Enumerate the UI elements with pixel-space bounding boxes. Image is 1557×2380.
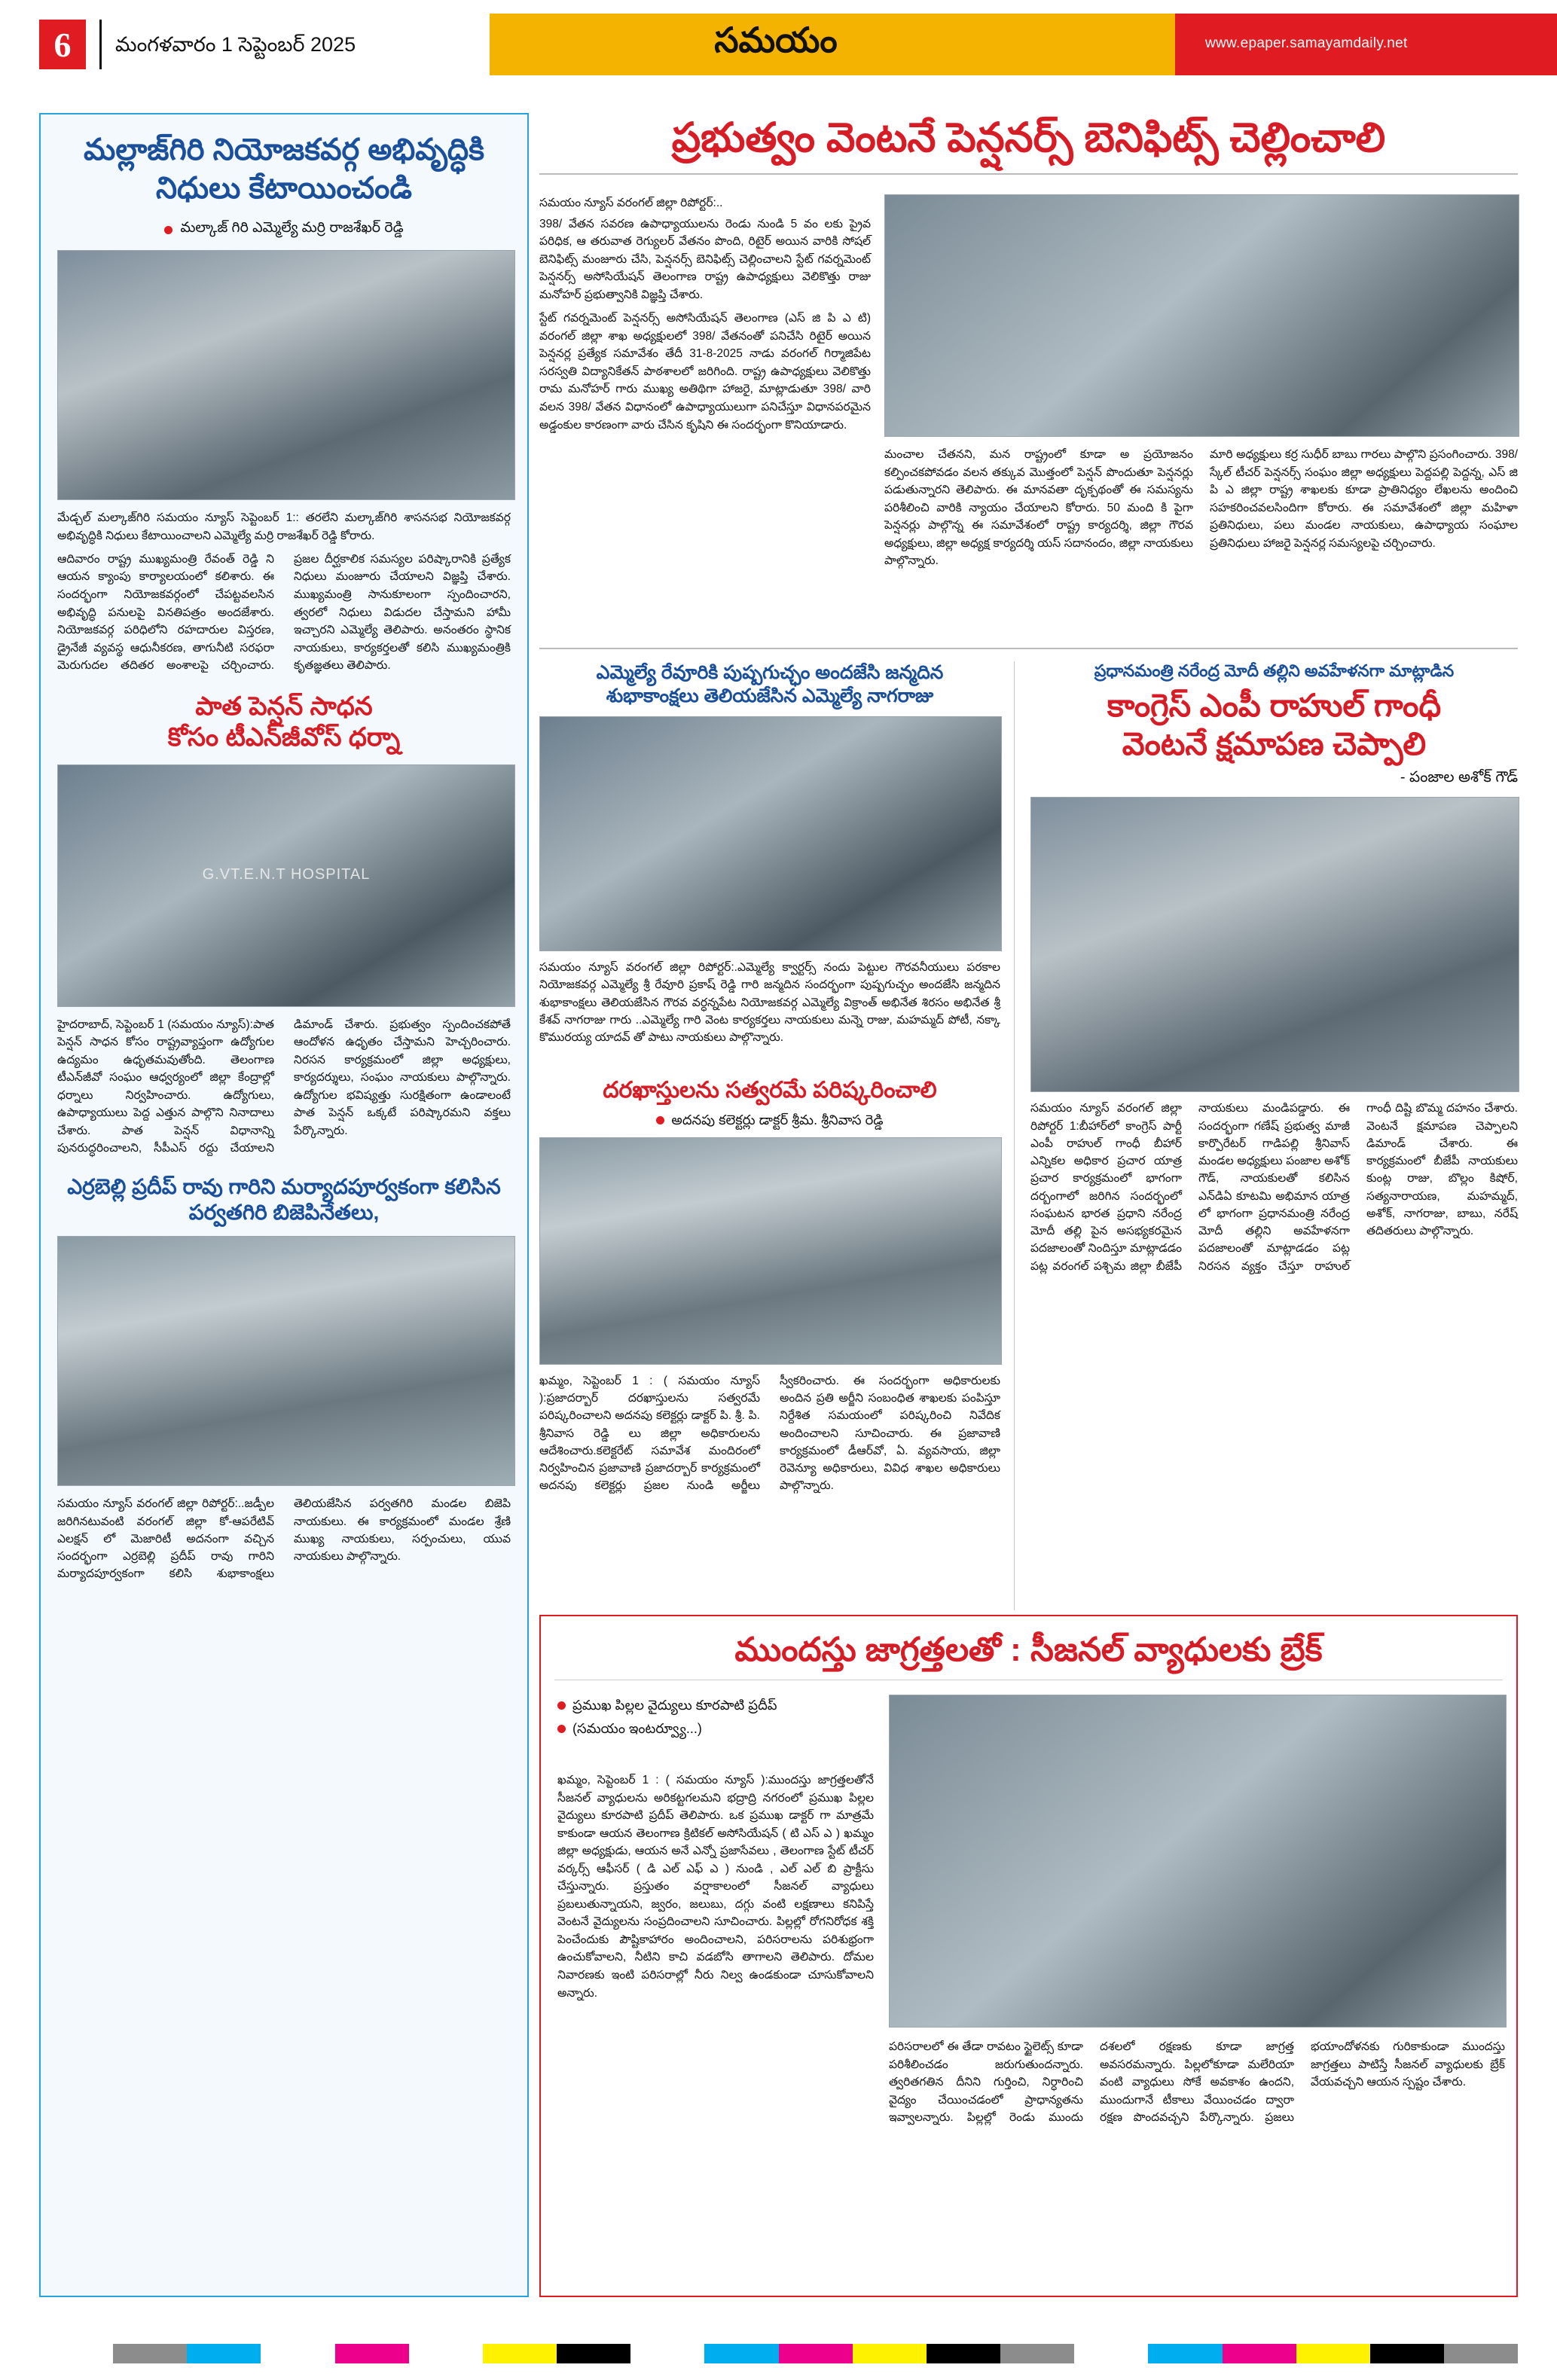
left-story1-photo: [57, 250, 515, 500]
page-number: 6: [39, 20, 86, 69]
rahul-photo: [1030, 797, 1519, 1092]
issue-date: మంగళవారం 1 సెప్టెంబర్ 2025: [99, 20, 356, 69]
story-rahul: [1030, 661, 1518, 1275]
left-story2-headline-line2: కోసం టీఎన్‌జీవోస్ ధర్నా: [167, 723, 401, 752]
masthead: [0, 0, 1557, 89]
red-bullet-icon: [164, 226, 172, 234]
health-bullet-1-text: ప్రముఖ పిల్లల వైద్యులు కూరపాటి ప్రదీప్: [572, 1698, 777, 1713]
lead-body-col1: 398/ వేతన సవరణ ఉపాధ్యాయులను రెండు నుండి 5 వం లకు ప్రైవ పరిధిక, ఆ తరువాత రెగ్యులర్ వేతనం పొంది, రిటైర్ అయిన వారికి సోషల్ బెనిఫిట్స్ మంజూరు చేసి, పెన్షనర్స్ బెనిఫిట్స్ చెల్లించాలని స్టేట్ గవర్నమెంట్ పెన్షనర్స్ అసోసియేషన్ తెలంగాణ రాష్ట్ర ఉపాధ్యక్షులు వెలికొత్తు రాజు మనోహర్ ప్రభుత్వానికి విజ్ఞప్తి చేశారు.: [539, 217, 871, 301]
red-bullet-icon: [557, 1701, 566, 1710]
print-color-bar: [39, 2344, 1518, 2363]
divider: [539, 648, 1518, 649]
paper-title: సమయం: [714, 20, 838, 60]
story-health: [554, 1630, 1503, 1680]
red-bullet-icon: [656, 1116, 664, 1124]
health-photo: [889, 1695, 1507, 2028]
lead-story-headline: ప్రభుత్వం వెంటనే పెన్షనర్స్ బెనిఫిట్స్ చెల్లించాలి: [671, 115, 1386, 160]
epaper-url[interactable]: www.epaper.samayamdaily.net: [1205, 35, 1408, 51]
rahul-byline: - పంజాల అశోక్ గౌడ్: [1400, 769, 1518, 786]
emmelye-caption: సమయం న్యూస్ వరంగల్ జిల్లా రిపోర్టర్:.ఎమ్మెల్యే క్వార్టర్స్ నందు పెట్టుల గౌరవనీయులు పరకాల నియోజకవర్గ ఎమ్మెల్యే శ్రీ రేవూరి ప్రకాష్ రెడ్డి గారి జన్మదిన సందర్భంగా పుష్పగుచ్ఛం అందజేసి జన్మదిన శుభాకాంక్షలు తెలియజేసిన గౌరవ వర్ధన్నపేట నియోజకవర్గ ఎమ్మెల్యే విక్రాంత్ అభినేత శిరసం అభినేత శ్రీ కేశవ్ నాగరాజు గారు ..ఎమ్మెల్యే గారి వెంట కార్యకర్తలు నాయకులు మన్నె రాజు, మహమ్మద్ పోటీ, నక్కా కొమురయ్య యాదవ్ తో పాటు నాయకులు పాల్గొన్నారు.: [539, 961, 1000, 1044]
left-story2-photo: [57, 764, 515, 1007]
left-story3-photo: [57, 1236, 515, 1486]
column-divider: [1014, 661, 1015, 1610]
emmelye-photo: [539, 716, 1002, 951]
lead-byline: సమయం న్యూస్ వరంగల్ జిల్లా రిపోర్టర్:..: [539, 197, 723, 209]
rahul-headline-1: కాంగ్రెస్ ఎంపీ రాహుల్ గాంధీ: [1107, 687, 1442, 723]
hospital-signboard-text: G.VT.E.N.T HOSPITAL: [202, 866, 371, 883]
lead-story-photo: [884, 194, 1519, 437]
left-story2-headline-line1: పాత పెన్షన్ సాధన: [195, 691, 373, 721]
health-body-bottom: [889, 2038, 1505, 2127]
left-story3-headline: ఎర్రబెల్లి ప్రదీప్ రావు గారిని మర్యాదపూర్వకంగా కలిసిన పర్వతగిరి బిజెపినేతలు,: [67, 1175, 501, 1225]
lead-story-text-left: [539, 194, 871, 434]
emmelye-headline-line2: శుభాకాంక్షలు తెలియజేసిన ఎమ్మెల్యే నాగరాజు: [606, 685, 934, 706]
lead-body-col3-wrap: [884, 446, 1193, 570]
left-story1-bullet: [57, 220, 511, 240]
darkhastu-byline-text: అదనపు కలెక్టర్లు డాక్టర్ శ్రీమ. శ్రీనివాస రెడ్డి: [671, 1112, 884, 1127]
red-bullet-icon: [557, 1725, 566, 1733]
lead-body-col4-wrap: [1210, 446, 1518, 552]
left-story2-body: హైదరాబాద్, సెప్టెంబర్ 1 (సమయం న్యూస్):పాత పెన్షన్ సాధన కోసం రాష్ట్రవ్యాప్తంగా ఉద్యోగుల ఉద్యమం ఉధృతమవుతోంది. తెలంగాణ టీఎన్‌జీవో సంఘం ఆధ్వర్యంలో జిల్లా కేంద్రాల్లో ధర్నాలు నిర్వహించారు. ఉద్యోగులు, ఉపాధ్యాయులు పెద్ద ఎత్తున పాల్గొని నినాదాలు చేశారు. పాత పెన్షన్ విధానాన్ని పునరుద్ధరించాలని, సీపీఎస్ రద్దు చేయాలని డిమాండ్ చేశారు. ప్రభుత్వం స్పందించకపోతే ఆందోళన ఉధృతం చేస్తామని హెచ్చరించారు. నిరసన కార్యక్రమంలో జిల్లా అధ్యక్షులు, కార్యదర్శులు, సంఘం నాయకులు పాల్గొన్నారు. ఉద్యోగుల భవిష్యత్తు సురక్షితంగా ఉండాలంటే పాత పెన్షన్ ఒక్కటే పరిష్కారమని వక్తలు పేర్కొన్నారు.: [57, 1018, 511, 1155]
left-story1-photo-caption: మేడ్చల్ మల్కాజ్‌గిరి సమయం న్యూస్ సెప్టెంబర్ 1:: తరలేని మల్కాజ్‌గిరి శాసనసభ నియోజకవర్గ అభివృద్ధికి నిధులు కేటాయించాలని ఎమ్మెల్యే మర్రి రాజశేఖర్ రెడ్డి కోరారు.: [57, 511, 511, 542]
emmelye-headline-line1: ఎమ్మెల్యే రేవూరికి పుష్పగుచ్ఛం అందజేసి జన్మదిన: [596, 662, 944, 683]
left-story1-body: ఆదివారం రాష్ట్ర ముఖ్యమంత్రి రేవంత్ రెడ్డి ని ఆయన క్యాంపు కార్యాలయంలో కలిశారు. ఈ సందర్భంగా నియోజకవర్గంలో చేపట్టవలసిన అభివృద్ధి పనులపై వినతిపత్రం అందజేశారు. నియోజకవర్గ పరిధిలోని రహదారుల విస్తరణ, డ్రైనేజీ వ్యవస్థ ఆధునీకరణ, తాగునీటి సరఫరా మెరుగుదల తదితర అంశాలపై చర్చించారు. ప్రజల దీర్ఘకాలిక సమస్యల పరిష్కారానికి ప్రత్యేక నిధులు మంజూరు చేయాలని విజ్ఞప్తి చేశారు. ముఖ్యమంత్రి సానుకూలంగా స్పందించారని, త్వరలో నిధులు విడుదల చేస్తామని హామీ ఇచ్చారని ఎమ్మెల్యే తెలిపారు. అనంతరం స్థానిక నాయకులు, కార్యకర్తలతో కలిసి ముఖ్యమంత్రికి కృతజ్ఞతలు తెలిపారు.: [57, 552, 511, 673]
darkhastu-photo: [539, 1137, 1002, 1365]
rahul-kicker: ప్రధానమంత్రి నరేంద్ర మోదీ తల్లిని అవహేళనగా మాట్లాడిన: [1094, 661, 1455, 680]
masthead-left: [39, 20, 356, 69]
lead-body-col3: మంచాల చేతనని, మన రాష్ట్రంలో కూడా అ ప్రయోజనం కల్పించకపోవడం వలన తక్కువ మొత్తంలో పెన్షన్ పొందుతూ పెన్షనర్లు పడుతున్నారని తెలిపారు. ఈ మానవతా దృక్పథంతో ఈ సమస్యను పరిశీలించి వారికి న్యాయం చేయాలని కోరారు. 50 మంది కి పైగా పెన్షనర్లు పాల్గొన్న ఈ సమావేశంలో రాష్ట్ర కార్యదర్శి, జిల్లా గౌరవ అధ్యక్షులు, జిల్లా అధ్యక్ష కార్యదర్శి యస్ సదానందం, జిల్లా నాయకులు పాల్గొన్నారు.: [884, 448, 1193, 568]
left-column: [39, 113, 529, 2297]
darkhastu-caption: ఖమ్మం, సెప్టెంబర్ 1 : ( సమయం న్యూస్ ):ప్రజాదర్బార్ దరఖాస్తులను సత్వరమే పరిష్కరించాలని అదనపు కలెక్టర్లు డాక్టర్ పి. శ్రీ. పి. శ్రీనివాస రెడ్డి లు జిల్లా అధికారులను ఆదేశించారు.కలెక్టరేట్ సమావేశ మందిరంలో నిర్వహించిన ప్రజావాణి ప్రజాదర్బార్ కార్యక్రమంలో అదనపు కలెక్టర్లు ప్రజల నుండి అర్జీలు స్వీకరించారు. ఈ సందర్భంగా అధికారులకు అందిన ప్రతి అర్జీని సంబంధిత శాఖలకు పంపిస్తూ నిర్దేశిత సమయంలో పరిష్కరించి నివేదిక అందించాలని సూచించారు. ఈ ప్రజావాణి కార్యక్రమంలో డీఆర్‌వో, ఏ. వ్యవసాయ, జిల్లా రెవెన్యూ అధికారులు, వివిధ శాఖల అధికారులు పాల్గొన్నారు.: [539, 1374, 1000, 1493]
health-body: ఖమ్మం, సెప్టెంబర్ 1 : ( సమయం న్యూస్ ):ముందస్తు జాగ్రత్తలతోనే సీజనల్ వ్యాధులను అరికట్టగలమని భద్రాద్రి నగరంలో ప్రముఖ పిల్లల వైద్యులు కూరపాటి ప్రదీప్ తెలిపారు. ఒక ప్రముఖ డాక్టర్ గా మాత్రమే కాకుండా ఆయన తెలంగాణ క్రిటికల్ అసోసియేషన్ ( టి ఎస్ ఎ ) ఖమ్మం జిల్లా అధ్యక్షుడు, ఆయన అనే ఎన్నో ప్రజాసేవలు , తెలంగాణ స్టేట్ టీచర్ వర్కర్స్ ఆఫీసర్ ( డి ఎల్ ఎఫ్ ఎ ) నుండి , ఎల్ ఎల్ బి ప్రాక్టీసు చేస్తున్నారు. ప్రస్తుతం వర్షాకాలంలో సీజనల్ వ్యాధులు ప్రబలుతున్నాయని, జ్వరం, జలుబు, దగ్గు వంటి లక్షణాలు కనిపిస్తే వెంటనే వైద్యులను సంప్రదించాలని సూచించారు. పిల్లల్లో రోగనిరోధక శక్తి పెంచేందుకు పౌష్టికాహారం అందించాలని, పరిసరాలను పరిశుభ్రంగా ఉంచుకోవాలని, నీటిని కాచి వడబోసి తాగాలని తెలిపారు. దోమల నివారణకు ఇంటి పరిసరాల్లో నీరు నిల్వ ఉండకుండా చూసుకోవాలని అన్నారు.: [557, 1774, 874, 2000]
rahul-headline-2: వెంటనే క్షమాపణ చెప్పాలి: [1122, 726, 1427, 762]
lead-body-col4: మారి అధ్యక్షులు కర్ర సుధీర్ బాబు గారలు పాల్గొని ప్రసంగించారు. 398/ స్కేల్ టీచర్ పెన్షనర్స్ సంఘం జిల్లా అధ్యక్షులు పెద్దపల్లి పెద్దన్న, ఎస్ జి పి ఎ జిల్లా రాష్ట్ర శాఖలకు కూడా ప్రాతినిధ్యం లేఖలను అందించి సహకరించవలసిందిగా కోరారు. ఈ సమావేశంలో జిల్లా మహిళా ప్రతినిధులు, పలు మండల నాయకులు, ఉపాధ్యాయ సంఘాల ప్రతినిధులు హాజరై పెన్షనర్ల సమస్యలపై చర్చించారు.: [1210, 448, 1518, 550]
health-body-left: [557, 1771, 874, 2002]
health-bullet-2-text: (సమయం ఇంటర్వ్యూ...): [572, 1721, 702, 1737]
darkhastu-headline: దరఖాస్తులను సత్వరమే పరిష్కరించాలి: [603, 1078, 937, 1103]
rahul-caption: సమయం న్యూస్ వరంగల్ జిల్లా రిపోర్టర్ 1:బీహార్‌లో కాంగ్రెస్ పార్టీ ఎంపీ రాహుల్ గాంధీ బీహార్ ఎన్నికల అధికార ప్రచార యాత్ర ప్రచార కార్యక్రమంలో భాగంగా దర్బంగాలో జరిగిన సందర్భంలో సంఘటన భారత ప్రధాని నరేంద్ర మోదీ తల్లి పైన అసభ్యకరమైన పదజాలంతో నిందిస్తూ మాట్లాడడం పట్ల వరంగల్ పశ్చిమ జిల్లా బీజేపీ నాయకులు మండిపడ్డారు. ఈ సందర్భంగా గణేష్ ప్రభుత్వ మాజీ కార్పొరేటర్ గాడిపల్లి శ్రీనివాస్ మండల అధ్యక్షులు పంజాల అశోక్ గౌడ్, నాయకులతో కలిసిన ఎన్‌డిఏ కూటమి అభిమాన యాత్ర లో భాగంగా ప్రధానమంత్రి నరేంద్ర మోదీ తల్లిని అవహేళనగా పదజాలంతో మాట్లాడడం పట్ల నిరసన వ్యక్తం చేస్తూ రాహుల్ గాంధీ దిష్టి బొమ్మ దహనం చేశారు. వెంటనే క్షమాపణ చెప్పాలని డిమాండ్ చేశారు. ఈ కార్యక్రమంలో బీజేపీ నాయకులు కుంట్ల రాజు, బొల్లం కిషోర్, సత్యనారాయణ, మహమ్మద్, అశోక్, నాగరాజు, బాబు, నరేష్ తదితరులు పాల్గొన్నారు.: [1030, 1102, 1518, 1273]
left-story1-bullet-text: మల్కాజ్ గిరి ఎమ్మెల్యే మర్రి రాజశేఖర్ రెడ్డి: [180, 220, 404, 236]
darkhastu-byline: [539, 1111, 1000, 1130]
story-emmelye: [539, 661, 1000, 1046]
story-darkhastu: [539, 1077, 1000, 1495]
left-story1-headline: మల్లాజ్‌గిరి నియోజకవర్గ అభివృద్ధికి నిధులు కేటాయించండి: [84, 133, 484, 206]
divider: [539, 173, 1518, 175]
lead-story: [539, 114, 1518, 182]
lead-body-col2: స్టేట్ గవర్నమెంట్ పెన్షనర్స్ అసోసియేషన్ తెలంగాణ (ఎస్ జి పి ఎ టి) వరంగల్ జిల్లా శాఖ అధ్యక్షులలో 398/ వేతనంతో పనిచేసి రిటైర్ అయిన పెన్షనర్ల ప్రత్యేక సమావేశం తేదీ 31-8-2025 నాడు వరంగల్ గిర్మాజిపేట సరస్వతి విద్యానికేతన్ పాఠశాలలో జరిగింది. రాష్ట్ర ఉపాధ్యక్షులు వెలికొత్తు రామ మనోహర్ గారు ముఖ్య అతిథిగా హాజరై, మాట్లాడుతూ 398/ వారి వలన 398/ వేతన విధానంలో ఉపాధ్యాయులుగా పనిచేస్తూ విధానపరమైన అడ్డంకుల కారణంగా వారు చేసిన కృషిని ఈ సందర్భంగా కొనియాడారు.: [539, 312, 871, 432]
health-headline: ముందస్తు జాగ్రత్తలతో : సీజనల్ వ్యాధులకు బ్రేక్: [734, 1631, 1323, 1668]
left-story3-caption: సమయం న్యూస్ వరంగల్ జిల్లా రిపోర్టర్:..జడ్పీల జరిగినటువంటి వరంగల్ జిల్లా కో-ఆపరేటివ్ ఎలక్షన్ లో మెజారిటీ అదనంగా వచ్చిన సందర్భంగా ఎర్రబెల్లి ప్రదీప్ రావు గారిని మర్యాదపూర్వకంగా కలిసి శుభాకాంక్షలు తెలియజేసిన పర్వతగిరి మండల బిజెపి నాయకులు. ఈ కార్యక్రమంలో మండల శ్రేణి ముఖ్య నాయకులు, సర్పంచులు, యువ నాయకులు పాల్గొన్నారు.: [57, 1497, 511, 1581]
health-body2: పరిసరాలలో ఈ తేడా రావటం స్టైలెట్స్ కూడా పరిశీలించడం జరుగుతుందన్నారు. త్వరితగతిన దీనిని గుర్తించి, నిర్ధారించి వైద్యం చేయించడంలో ప్రాధాన్యతను ఇవ్వాలన్నారు. పిల్లల్లో రెండు ముందు దశలలో రక్షణకు కూడా జాగ్రత్త అవసరమన్నారు. పిల్లలోకూడా మలేరియా వంటి వ్యాధులు సోకే అవకాశం ఉందని, ముందుగానే టీకాలు వేయించడం ద్వారా రక్షణ పొందవచ్చని పేర్కొన్నారు. ప్రజలు భయాందోళనకు గురికాకుండా ముందస్తు జాగ్రత్తలు పాటిస్తే సీజనల్ వ్యాధులకు బ్రేక్ వేయవచ్చని ఆయన స్పష్టం చేశారు.: [889, 2040, 1505, 2125]
